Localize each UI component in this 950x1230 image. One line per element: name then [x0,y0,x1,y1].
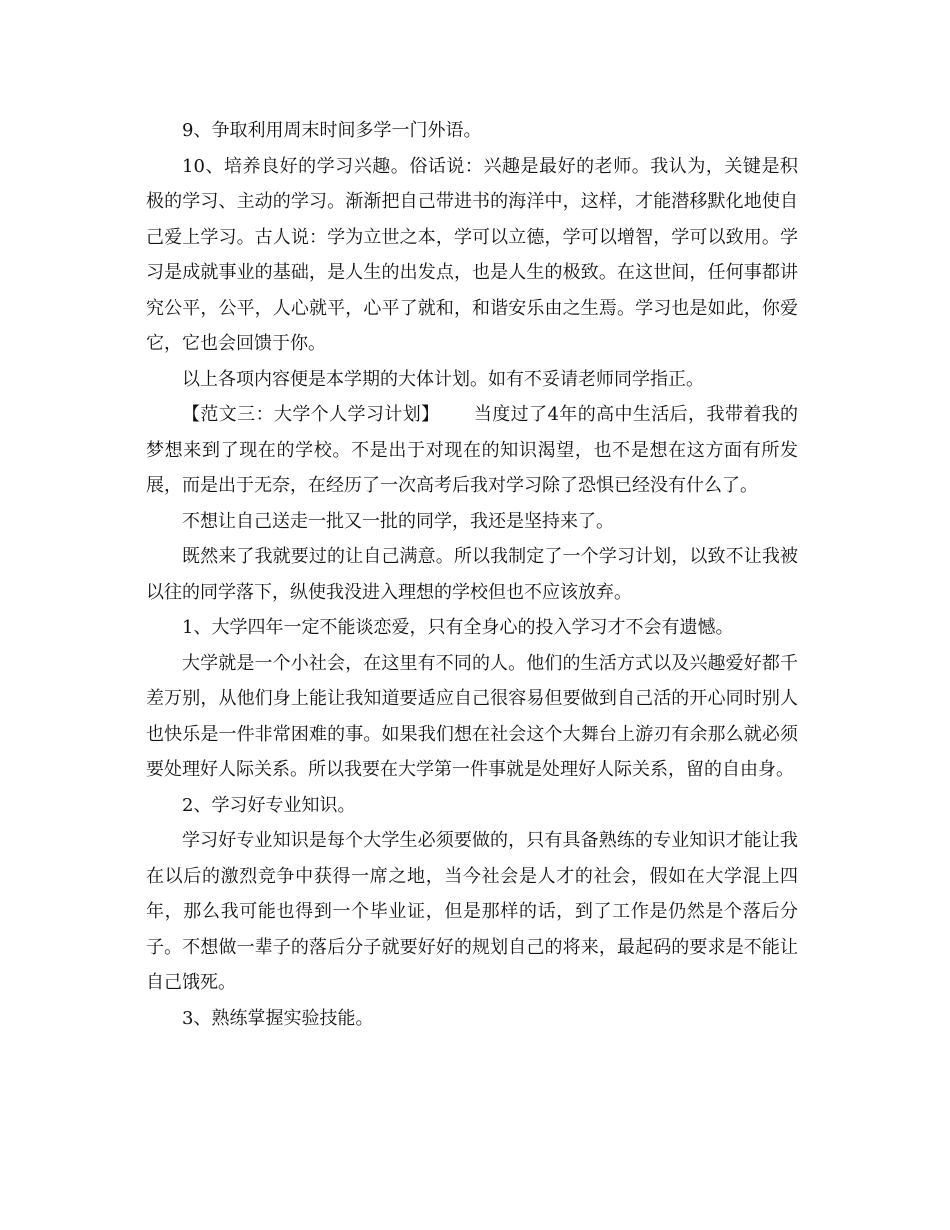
paragraph-item-2: 2、学习好专业知识。 [182,794,356,816]
section-intro: 当度过了4年的高中生活后，我带着我的梦想来到了现在的学校。不是出于对现在的知识渴望，也不是想在这方面有所发展，而是出于无奈，在经历了一次高考后我对学习除了恐惧已经没有什么了。 [146,404,799,496]
document-page [146,113,798,1036]
paragraph-knowledge: 学习好专业知识是每个大学生必须要做的，只有具备熟练的专业知识才能让我在以后的激烈竞争中获得一席之地，当今社会是人才的社会，假如在大学混上四年，那么我可能也得到一个毕业证，但是那样的话，到了工作是仍然是个落后分子。不想做一辈子的落后分子就要好好的规划自己的将来，最起码的要求是不能让自己饿死。 [146,830,798,993]
paragraph-item-3: 3、熟练掌握实验技能。 [182,1007,374,1029]
paragraph-summary: 以上各项内容便是本学期的大体计划。如有不妥请老师同学指正。 [182,368,704,390]
section-heading: 【范文三：大学个人学习计划】 [182,404,440,425]
paragraph-item-1: 1、大学四年一定不能谈恋爱，只有全身心的投入学习才不会有遗憾。 [182,617,734,638]
paragraph-society: 大学就是一个小社会，在这里有不同的人。他们的生活方式以及兴趣爱好都千差万别，从他们身上能让我知道要适应自己很容易但要做到自己活的开心同时别人也快乐是一件非常困难的事。如果我们想在社会这个大舞台上游刃有余那么就必须要处理好人际关系。所以我要在大学第一件事就是处理好人际关系，留的自由身。 [146,652,798,780]
paragraph-plan: 既然来了我就要过的让自己满意。所以我制定了一个学习计划，以致不让我被以往的同学落下，纵使我没进入理想的学校但也不应该放弃。 [146,546,798,603]
paragraph-item-9: 9、争取利用周末时间多学一门外语。 [182,120,482,141]
section-paragraph [146,397,798,504]
paragraph-item-10: 10、培养良好的学习兴趣。俗话说：兴趣是最好的老师。我认为，关键是积极的学习、主动的学习。渐渐把自己带进书的海洋中，这样，才能潜移默化地使自己爱上学习。古人说：学为立世之本，学可以立德，学可以增智，学可以致用。学习是成就事业的基础，是人生的出发点，也是人生的极致。在这世间，任何事都讲究公平，公平，人心就平，心平了就和，和谐安乐由之生焉。学习也是如此，你爱它，它也会回馈于你。 [146,155,798,354]
paragraph-persist: 不想让自己送走一批又一批的同学，我还是坚持来了。 [182,510,614,532]
